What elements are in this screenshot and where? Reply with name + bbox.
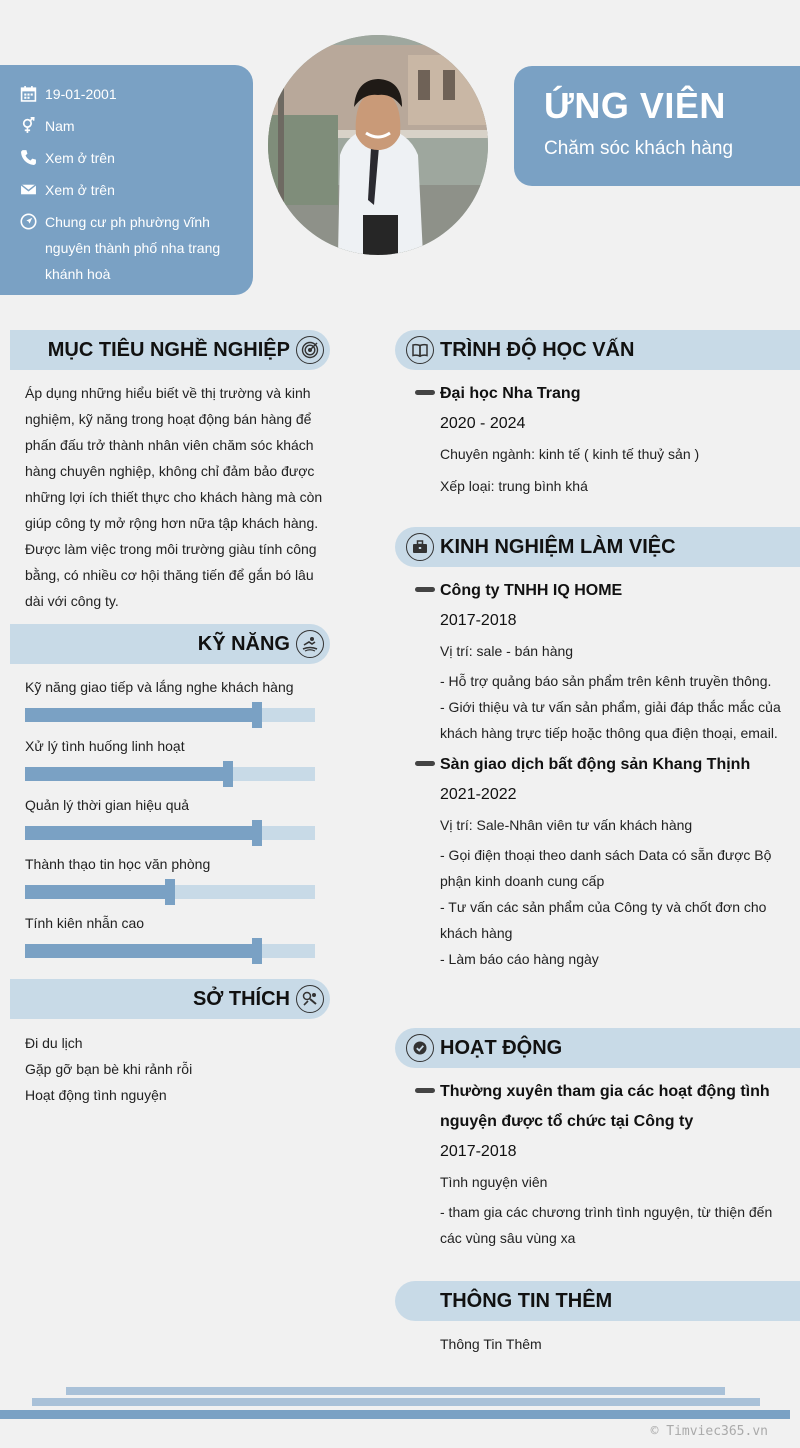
skill-bar-fill xyxy=(25,885,170,899)
skill-item xyxy=(25,910,315,969)
extra-heading-text: THÔNG TIN THÊM xyxy=(440,1289,613,1312)
personal-info-box xyxy=(0,65,253,295)
skill-bar-fill xyxy=(25,826,257,840)
skill-bar xyxy=(25,708,315,722)
gender-icon xyxy=(20,117,37,134)
calendar-icon xyxy=(20,85,37,102)
book-icon xyxy=(406,336,434,364)
candidate-name-box xyxy=(514,66,800,186)
bullet-dash xyxy=(415,390,435,395)
experience-heading-text: KINH NGHIỆM LÀM VIỆC xyxy=(440,535,676,558)
activity-title: Thường xuyên tham gia các hoạt động tình nguyện được tổ chức tại Công ty xyxy=(440,1083,770,1130)
job-period: 2017-2018 xyxy=(440,612,517,629)
experience-heading xyxy=(395,527,800,567)
job-position: Vị trí: Sale-Nhân viên tư vấn khách hàng xyxy=(440,817,693,833)
objective-text: Áp dụng những hiểu biết về thị trường và kinh nghiệm, kỹ năng trong hoạt động bán hàng để phấn đấu trở thành nhân viên chăm sóc khách hàng chuyên nghiệp, không chỉ đảm bảo được những lợi ích thiết thực cho khách hàng mà còn giúp công ty mở rộng hơn nữa tập khách hàng. Được làm việc trong môi trường giàu tính công bằng, có nhiều cơ hội thăng tiến để gắn bó lâu dài với công ty. xyxy=(25,385,323,609)
address-row xyxy=(20,209,243,287)
briefcase-icon xyxy=(406,533,434,561)
extra-text: Thông Tin Thêm xyxy=(440,1336,542,1352)
hobbies-list xyxy=(25,1030,192,1108)
job-entry xyxy=(415,576,785,746)
skill-label: Thành thạo tin học văn phòng xyxy=(25,856,211,872)
job-detail: - Gọi điện thoại theo danh sách Data có sẵn được Bộ phận kinh doanh cung cấp xyxy=(440,847,772,889)
badge-check-icon xyxy=(406,1034,434,1062)
skill-label: Quản lý thời gian hiệu quả xyxy=(25,797,190,813)
school-name: Đại học Nha Trang xyxy=(440,385,581,402)
activities-heading xyxy=(395,1028,800,1068)
job-detail: - Tư vấn các sản phẩm của Công ty và chốt đơn cho khách hàng xyxy=(440,899,767,941)
copyright-text: © Timviec365.vn xyxy=(650,1424,768,1439)
target-icon xyxy=(296,336,324,364)
phone-row xyxy=(20,145,243,171)
objective-heading-text: MỤC TIÊU NGHỀ NGHIỆP xyxy=(47,338,290,361)
skill-item xyxy=(25,851,315,910)
hobbies-heading xyxy=(10,979,330,1019)
skill-item xyxy=(25,733,315,792)
activity-period: 2017-2018 xyxy=(440,1143,517,1160)
skill-bar-knob xyxy=(252,938,262,964)
skills-icon xyxy=(296,630,324,658)
candidate-position: Chăm sóc khách hàng xyxy=(544,138,734,159)
hobby-item: Gặp gỡ bạn bè khi rảnh rỗi xyxy=(25,1061,193,1077)
dob-value: 19-01-2001 xyxy=(45,86,117,102)
job-detail: - Giới thiệu và tư vấn sản phẩm, giải đáp thắc mắc của khách hàng trực tiếp hoặc thông qua điện thoại, email. xyxy=(440,699,781,741)
education-grade: Xếp loại: trung bình khá xyxy=(440,478,588,494)
hobbies-heading-text: SỞ THÍCH xyxy=(192,987,290,1010)
gender-value: Nam xyxy=(45,118,75,134)
education-heading-text: TRÌNH ĐỘ HỌC VẤN xyxy=(440,338,635,361)
activities-section xyxy=(415,1077,785,1251)
email-row xyxy=(20,177,243,203)
hobby-item: Hoạt động tình nguyện xyxy=(25,1087,167,1103)
footer-bar xyxy=(0,1410,790,1419)
bullet-dash xyxy=(415,1088,435,1093)
skill-bar-knob xyxy=(165,879,175,905)
education-section xyxy=(415,379,785,503)
hobbies-icon xyxy=(296,985,324,1013)
experience-section xyxy=(415,576,785,972)
envelope-icon xyxy=(20,181,37,198)
skills-list xyxy=(25,674,315,969)
job-detail: - Làm báo cáo hàng ngày xyxy=(440,951,599,967)
objective-heading xyxy=(10,330,330,370)
job-company: Sàn giao dịch bất động sản Khang Thịnh xyxy=(440,756,751,773)
bullet-dash xyxy=(415,587,435,592)
activity-role: Tình nguyện viên xyxy=(440,1174,548,1190)
skills-heading xyxy=(10,624,330,664)
footer-bar xyxy=(32,1398,760,1406)
skill-bar xyxy=(25,767,315,781)
education-major: Chuyên ngành: kinh tế ( kinh tế thuỷ sản ) xyxy=(440,446,700,462)
extra-heading xyxy=(395,1281,800,1321)
dob-row xyxy=(20,81,243,107)
skill-bar-fill xyxy=(25,944,257,958)
skill-bar-knob xyxy=(252,702,262,728)
skill-bar-fill xyxy=(25,767,228,781)
skill-item xyxy=(25,792,315,851)
skill-item xyxy=(25,674,315,733)
education-heading xyxy=(395,330,800,370)
skills-heading-text: KỸ NĂNG xyxy=(197,632,290,655)
job-company: Công ty TNHH IQ HOME xyxy=(440,582,623,599)
bullet-dash xyxy=(415,761,435,766)
footer-bar xyxy=(66,1387,725,1395)
activity-entry xyxy=(415,1077,785,1251)
location-icon xyxy=(20,213,37,230)
candidate-name: ỨNG VIÊN xyxy=(544,85,726,126)
job-period: 2021-2022 xyxy=(440,786,517,803)
skill-label: Kỹ năng giao tiếp và lắng nghe khách hàng xyxy=(25,679,294,695)
activity-detail: - tham gia các chương trình tình nguyện, từ thiện đến các vùng sâu vùng xa xyxy=(440,1204,773,1246)
skill-bar-fill xyxy=(25,708,257,722)
education-period: 2020 - 2024 xyxy=(440,415,526,432)
job-position: Vị trí: sale - bán hàng xyxy=(440,643,574,659)
job-detail: - Hỗ trợ quảng báo sản phẩm trên kênh truyền thông. xyxy=(440,673,772,689)
job-entry xyxy=(415,750,785,972)
skill-bar xyxy=(25,944,315,958)
skill-bar xyxy=(25,826,315,840)
email-value: Xem ở trên xyxy=(45,182,115,198)
education-entry xyxy=(415,379,785,501)
skill-bar-knob xyxy=(252,820,262,846)
address-value: Chung cư ph phường vĩnh nguyên thành phố nha trang khánh hoà xyxy=(45,214,221,282)
skill-label: Xử lý tình huống linh hoạt xyxy=(25,738,185,754)
phone-icon xyxy=(20,149,37,166)
hobby-item: Đi du lịch xyxy=(25,1035,83,1051)
skill-bar xyxy=(25,885,315,899)
avatar xyxy=(268,35,488,255)
extra-section xyxy=(440,1331,800,1357)
gender-row xyxy=(20,113,243,139)
activities-heading-text: HOẠT ĐỘNG xyxy=(440,1036,563,1059)
skill-bar-knob xyxy=(223,761,233,787)
skill-label: Tính kiên nhẫn cao xyxy=(25,915,145,931)
phone-value: Xem ở trên xyxy=(45,150,115,166)
